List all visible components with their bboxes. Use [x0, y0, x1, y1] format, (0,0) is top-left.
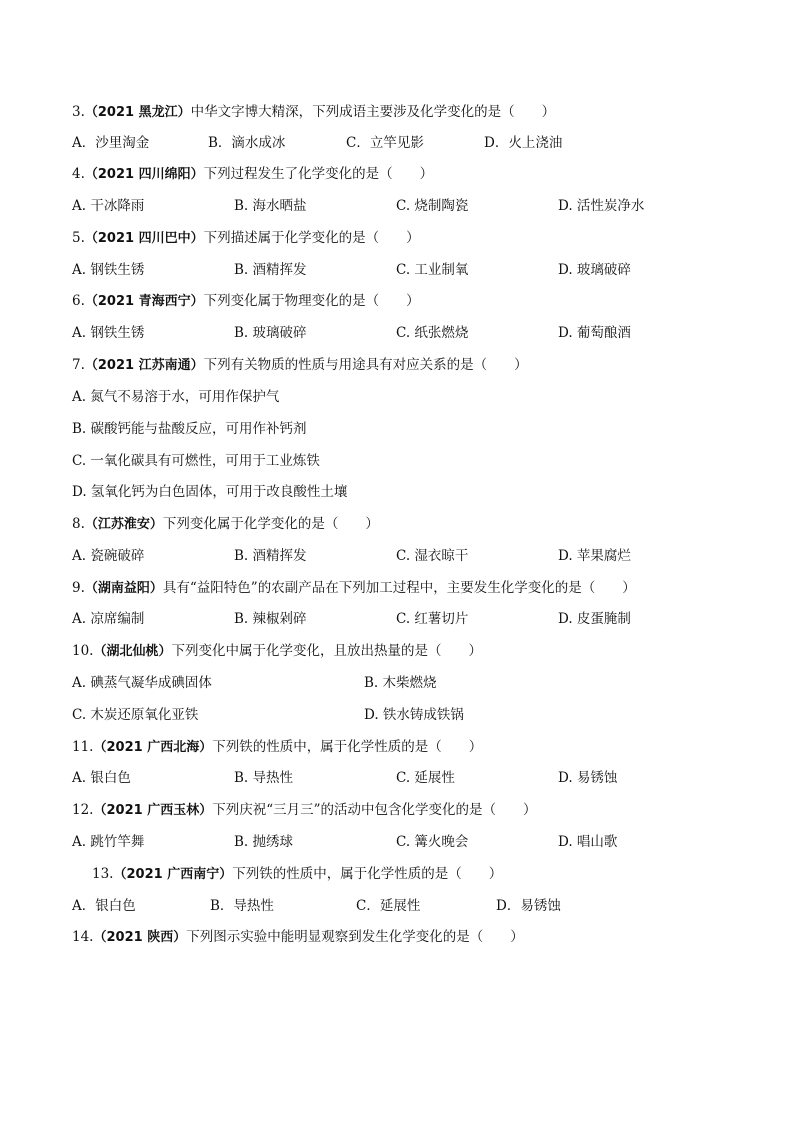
- question-stem: 下列图示实验中能明显观察到发生化学变化的是（ ）: [186, 929, 524, 945]
- question-stem: 下列描述属于化学变化的是（ ）: [203, 230, 420, 246]
- question-stem: 下列变化属于物理变化的是（ ）: [203, 293, 420, 309]
- option-c: C. 湿衣晾干: [396, 548, 469, 564]
- options-3: [72, 132, 772, 154]
- option-d: D. 皮蛋腌制: [558, 611, 631, 627]
- question-source: （湖南益阳）: [84, 581, 163, 596]
- question-number: 6.: [72, 293, 85, 309]
- question-6: [72, 290, 420, 312]
- option-a: A．沙里淘金: [72, 135, 150, 151]
- question-stem: 下列过程发生了化学变化的是（ ）: [203, 166, 434, 182]
- question-source: （2021 广西南宁）: [113, 867, 233, 882]
- question-number: 9.: [72, 580, 85, 596]
- options-4: [72, 195, 772, 217]
- question-stem: 下列庆祝“三月三”的活动中包含化学变化的是（ ）: [212, 802, 537, 818]
- question-source: （2021 陕西）: [93, 930, 187, 945]
- option-b: B. 酒精挥发: [234, 548, 307, 564]
- question-3: [72, 101, 555, 123]
- question-13: [92, 863, 502, 885]
- question-stem: 下列铁的性质中，属于化学性质的是（ ）: [232, 866, 503, 882]
- question-number: 14.: [72, 929, 94, 945]
- option-b: B．滴水成冰: [208, 135, 286, 151]
- options-8: [72, 545, 772, 567]
- question-5: [72, 227, 420, 249]
- question-9: [72, 577, 636, 599]
- option-d: D. 活性炭净水: [558, 198, 645, 214]
- question-number: 4.: [72, 166, 85, 182]
- option-b: B. 辣椒剁碎: [234, 611, 307, 627]
- option-d: D. 葡萄酿酒: [558, 325, 631, 341]
- option-c: C. 一氧化碳具有可燃性，可用于工业炼铁: [72, 453, 320, 469]
- question-stem: 下列有关物质的性质与用途具有对应关系的是（ ）: [203, 357, 528, 373]
- option-d: D．易锈蚀: [496, 898, 561, 914]
- option-c: C. 红薯切片: [396, 611, 469, 627]
- option-a: A. 干冰降雨: [72, 198, 145, 214]
- options-6: [72, 322, 772, 344]
- option-b: B. 酒精挥发: [234, 262, 307, 278]
- option-c: C. 烧制陶瓷: [396, 198, 469, 214]
- option-b: B．导热性: [210, 898, 274, 914]
- option-b: B. 海水晒盐: [234, 198, 307, 214]
- options-12: [72, 831, 772, 853]
- question-number: 13.: [92, 866, 114, 882]
- option-a: A. 跳竹竿舞: [72, 834, 145, 850]
- question-14: [72, 926, 524, 948]
- question-stem: 中华文字博大精深，下列成语主要涉及化学变化的是（ ）: [190, 104, 556, 120]
- option-c: C. 篝火晚会: [396, 834, 469, 850]
- option-c: C. 延展性: [396, 770, 455, 786]
- question-12: [72, 799, 537, 821]
- question-7: [72, 354, 528, 376]
- option-d: D. 玻璃破碎: [558, 262, 631, 278]
- question-stem: 下列变化属于化学变化的是（ ）: [162, 516, 379, 532]
- question-number: 5.: [72, 230, 85, 246]
- option-b: B. 抛绣球: [234, 834, 294, 850]
- options-5: [72, 259, 772, 281]
- question-4: [72, 163, 433, 185]
- option-a: A．银白色: [72, 898, 136, 914]
- option-d: D. 易锈蚀: [558, 770, 618, 786]
- question-source: （湖北仙桃）: [93, 644, 172, 659]
- option-a: A. 瓷碗破碎: [72, 548, 145, 564]
- question-number: 7.: [72, 357, 85, 373]
- option-c: C. 工业制氧: [396, 262, 469, 278]
- question-number: 3.: [72, 104, 85, 120]
- option-d: D. 唱山歌: [558, 834, 618, 850]
- option-a: A. 银白色: [72, 770, 131, 786]
- question-source: （江苏淮安）: [84, 517, 163, 532]
- option-b: B. 玻璃破碎: [234, 325, 307, 341]
- option-a: A. 碘蒸气凝华成碘固体: [72, 675, 212, 691]
- question-number: 11.: [72, 739, 94, 755]
- question-source: （2021 四川绵阳）: [84, 167, 204, 182]
- question-stem: 下列变化中属于化学变化，且放出热量的是（ ）: [171, 643, 482, 659]
- options-13: [72, 895, 772, 917]
- question-source: （2021 青海西宁）: [84, 294, 204, 309]
- question-stem: 下列铁的性质中，属于化学性质的是（ ）: [212, 739, 483, 755]
- question-source: （2021 黑龙江）: [84, 105, 191, 120]
- option-c: C. 木炭还原氧化亚铁: [72, 707, 199, 723]
- option-d: D. 氢氧化钙为白色固体，可用于改良酸性土壤: [72, 484, 348, 500]
- option-d: D. 铁水铸成铁锅: [364, 707, 464, 723]
- option-b: B. 碳酸钙能与盐酸反应，可用作补钙剂: [72, 421, 307, 437]
- option-d: D．火上浇油: [484, 135, 563, 151]
- question-8: [72, 513, 379, 535]
- option-a: A. 氮气不易溶于水，可用作保护气: [72, 389, 280, 405]
- option-a: A. 钢铁生锈: [72, 325, 145, 341]
- question-10: [72, 640, 482, 662]
- options-11: [72, 767, 772, 789]
- question-source: （2021 广西北海）: [93, 740, 213, 755]
- option-a: A. 钢铁生锈: [72, 262, 145, 278]
- options-9: [72, 608, 772, 630]
- question-source: （2021 四川巴中）: [84, 231, 204, 246]
- question-number: 10.: [72, 643, 94, 659]
- question-source: （2021 广西玉林）: [93, 803, 213, 818]
- options-10-row1: [72, 672, 772, 694]
- question-number: 12.: [72, 802, 94, 818]
- question-number: 8.: [72, 516, 85, 532]
- question-11: [72, 736, 482, 758]
- option-c: C. 纸张燃烧: [396, 325, 469, 341]
- question-stem: 具有“益阳特色”的农副产品在下列加工过程中，主要发生化学变化的是（ ）: [162, 580, 636, 596]
- option-c: C．延展性: [356, 898, 421, 914]
- option-b: B. 导热性: [234, 770, 294, 786]
- option-d: D. 苹果腐烂: [558, 548, 631, 564]
- option-c: C．立竿见影: [346, 135, 424, 151]
- question-source: （2021 江苏南通）: [84, 358, 204, 373]
- options-10-row2: [72, 704, 772, 726]
- option-b: B. 木柴燃烧: [364, 675, 437, 691]
- option-a: A. 凉席编制: [72, 611, 145, 627]
